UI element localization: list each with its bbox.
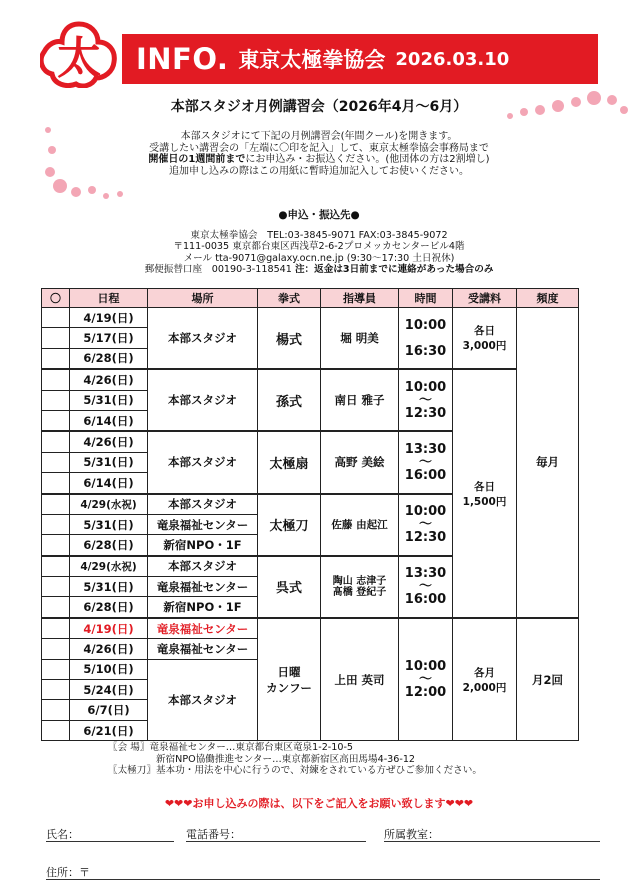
fee-cell: 各日 3,000円 — [453, 308, 517, 370]
date-cell: 5/31(日) — [70, 514, 148, 534]
header-place: 場所 — [148, 289, 258, 308]
place-cell: 竜泉福祉センター — [148, 618, 258, 639]
instructor-cell: 高野 美絵 — [321, 431, 399, 493]
date-cell: 6/28(日) — [70, 597, 148, 618]
frequency-cell: 月2回 — [517, 618, 579, 741]
mark-cell[interactable] — [42, 577, 70, 597]
phone-field[interactable] — [186, 841, 366, 842]
header-frequency: 頻度 — [517, 289, 579, 308]
name-field[interactable] — [46, 841, 174, 842]
date-cell: 4/29(水祝) — [70, 556, 148, 577]
mark-cell[interactable] — [42, 514, 70, 534]
mark-cell[interactable] — [42, 639, 70, 659]
header-style: 拳式 — [258, 289, 321, 308]
date-cell: 4/26(日) — [70, 369, 148, 390]
contact-info — [0, 230, 638, 276]
date-cell: 4/19(日) — [70, 618, 148, 639]
intro-deadline: 開催日の1週間前まで — [148, 154, 246, 165]
banner-org: 東京太極拳協会 — [238, 48, 386, 72]
heart-left-icon: ❤❤❤ — [164, 797, 193, 810]
fee-cell: 各日 1,500円 — [453, 369, 517, 618]
mark-cell[interactable] — [42, 680, 70, 700]
date-cell: 5/31(日) — [70, 577, 148, 597]
place-cell: 本部スタジオ — [148, 494, 258, 515]
intro-line-2: 受講したい講習会の「左端に〇印を記入」して、東京太極拳協会事務局まで — [149, 142, 489, 154]
date-cell: 5/10(日) — [70, 659, 148, 679]
venue-line-2: 新宿NPO協働推進センター…東京都新宿区高田馬場4-36-12 — [156, 753, 416, 765]
date-cell: 4/26(日) — [70, 639, 148, 659]
mark-cell[interactable] — [42, 308, 70, 328]
time-cell: 10:00 〜 12:00 — [399, 618, 453, 741]
style-cell: 孫式 — [258, 369, 321, 431]
place-cell: 本部スタジオ — [148, 431, 258, 493]
date-cell: 6/14(日) — [70, 473, 148, 494]
contact-line-4 — [0, 264, 638, 275]
date-cell: 6/7(日) — [70, 700, 148, 720]
header-banner — [122, 34, 598, 84]
instructor-cell: 陶山 志津子 髙橋 登紀子 — [321, 556, 399, 618]
date-cell: 5/31(日) — [70, 390, 148, 410]
header-time: 時間 — [399, 289, 453, 308]
cta-text: お申し込みの際は、以下をご記入をお願い致します — [192, 797, 446, 810]
refund-note: 注：返金は3日前までに連絡があった場合のみ — [294, 264, 494, 276]
table-row — [42, 369, 579, 390]
header-date: 日程 — [70, 289, 148, 308]
table-header-row — [42, 289, 579, 308]
venue-line-3: 〖太極刀〗基本功・用法を中心に行うので、対練をされている方ぜひご参加ください。 — [108, 765, 482, 777]
header-fee: 受講料 — [453, 289, 517, 308]
style-cell: 太極扇 — [258, 431, 321, 493]
mark-cell[interactable] — [42, 473, 70, 494]
table-row — [42, 618, 579, 639]
page-subtitle: 本部スタジオ月例講習会（2026年4月〜6月） — [170, 99, 468, 115]
mark-cell[interactable] — [42, 452, 70, 472]
banner-info: INFO. — [136, 42, 229, 76]
address-field[interactable] — [46, 879, 600, 880]
date-cell: 6/14(日) — [70, 410, 148, 431]
mark-cell[interactable] — [42, 720, 70, 740]
place-cell: 新宿NPO・1F — [148, 535, 258, 556]
schedule-table — [41, 288, 579, 741]
place-cell: 本部スタジオ — [148, 556, 258, 577]
venue-notes — [108, 742, 482, 777]
date-cell: 6/21(日) — [70, 720, 148, 740]
style-cell: 呉式 — [258, 556, 321, 618]
logo-character: 太 — [57, 33, 101, 84]
time-cell: 10:00 〜 12:30 — [399, 494, 453, 556]
date-cell: 5/24(日) — [70, 680, 148, 700]
contact-line-3: メール tta-9071@galaxy.ocn.ne.jp (9:30〜17:30 土日祝休) — [183, 252, 455, 264]
place-cell: 本部スタジオ — [148, 659, 258, 741]
date-cell: 4/26(日) — [70, 431, 148, 452]
date-cell: 5/31(日) — [70, 452, 148, 472]
heart-right-icon: ❤❤❤ — [445, 797, 474, 810]
mark-cell[interactable] — [42, 369, 70, 390]
contact-line-2: 〒111-0035 東京都台東区西浅草2-6-2プロメッカセンタービル4階 — [173, 241, 465, 253]
time-cell: 13:30 〜 16:00 — [399, 556, 453, 618]
intro-line-3 — [0, 154, 638, 166]
place-cell: 新宿NPO・1F — [148, 597, 258, 618]
mark-cell[interactable] — [42, 328, 70, 348]
classroom-label: 所属教室： — [384, 828, 439, 841]
place-cell: 竜泉福祉センター — [148, 577, 258, 597]
mark-cell[interactable] — [42, 535, 70, 556]
mark-cell[interactable] — [42, 556, 70, 577]
instructor-cell: 南日 雅子 — [321, 369, 399, 431]
instructor-cell: 佐藤 由起江 — [321, 494, 399, 556]
phone-label: 電話番号： — [186, 828, 241, 841]
mark-cell[interactable] — [42, 659, 70, 679]
place-cell: 竜泉福祉センター — [148, 514, 258, 534]
intro-line-4: 追加申し込みの際はこの用紙に暫時追加記入してお使いください。 — [169, 165, 469, 177]
name-label: 氏名： — [46, 828, 79, 841]
place-cell: 本部スタジオ — [148, 308, 258, 370]
intro-line-3-rest: にお申込み・お振込ください。(他団体の方は2割増し) — [245, 154, 490, 165]
fee-cell: 各月 2,000円 — [453, 618, 517, 741]
place-cell: 本部スタジオ — [148, 369, 258, 431]
banner-date: 2026.03.10 — [395, 48, 510, 70]
mark-cell[interactable] — [42, 597, 70, 618]
date-cell: 4/29(水祝) — [70, 494, 148, 515]
time-cell: 13:30 〜 16:00 — [399, 431, 453, 493]
postal-account: 郵便振替口座 00190-3-118541 — [144, 264, 292, 276]
frequency-cell: 毎月 — [517, 308, 579, 618]
date-cell: 4/19(日) — [70, 308, 148, 328]
mark-cell[interactable] — [42, 700, 70, 720]
classroom-field[interactable] — [384, 841, 600, 842]
date-cell: 5/17(日) — [70, 328, 148, 348]
mark-cell[interactable] — [42, 618, 70, 639]
place-cell: 竜泉福祉センター — [148, 639, 258, 659]
date-cell: 6/28(日) — [70, 348, 148, 369]
time-cell: 10:00 16:30 — [399, 308, 453, 370]
mark-cell[interactable] — [42, 348, 70, 369]
instructor-cell: 上田 英司 — [321, 618, 399, 741]
mark-cell[interactable] — [42, 494, 70, 515]
mark-cell[interactable] — [42, 390, 70, 410]
date-cell: 6/28(日) — [70, 535, 148, 556]
style-cell: 楊式 — [258, 308, 321, 370]
intro-line-1: 本部スタジオにて下記の月例講習会(年間クール)を開きます。 — [180, 131, 458, 142]
venue-line-1: 〖会 場〗竜泉福祉センター…東京都台東区竜泉1-2-10-5 — [108, 742, 354, 753]
style-cell: 日曜 カンフー — [258, 618, 321, 741]
address-label: 住所：〒 — [46, 866, 90, 879]
header-instructor: 指導員 — [321, 289, 399, 308]
header-mark: 〇 — [42, 289, 70, 308]
intro-text — [0, 131, 638, 177]
instructor-cell: 堀 明美 — [321, 308, 399, 370]
apply-heading: ●申込・振込先● — [278, 209, 360, 221]
logo-tai-icon — [40, 20, 118, 88]
style-cell: 太極刀 — [258, 494, 321, 556]
mark-cell[interactable] — [42, 431, 70, 452]
time-cell: 10:00 〜 12:30 — [399, 369, 453, 431]
mark-cell[interactable] — [42, 410, 70, 431]
table-row — [42, 308, 579, 328]
contact-line-1: 東京太極拳協会 TEL:03-3845-9071 FAX:03-3845-9072 — [190, 230, 448, 241]
call-to-action — [0, 795, 638, 811]
